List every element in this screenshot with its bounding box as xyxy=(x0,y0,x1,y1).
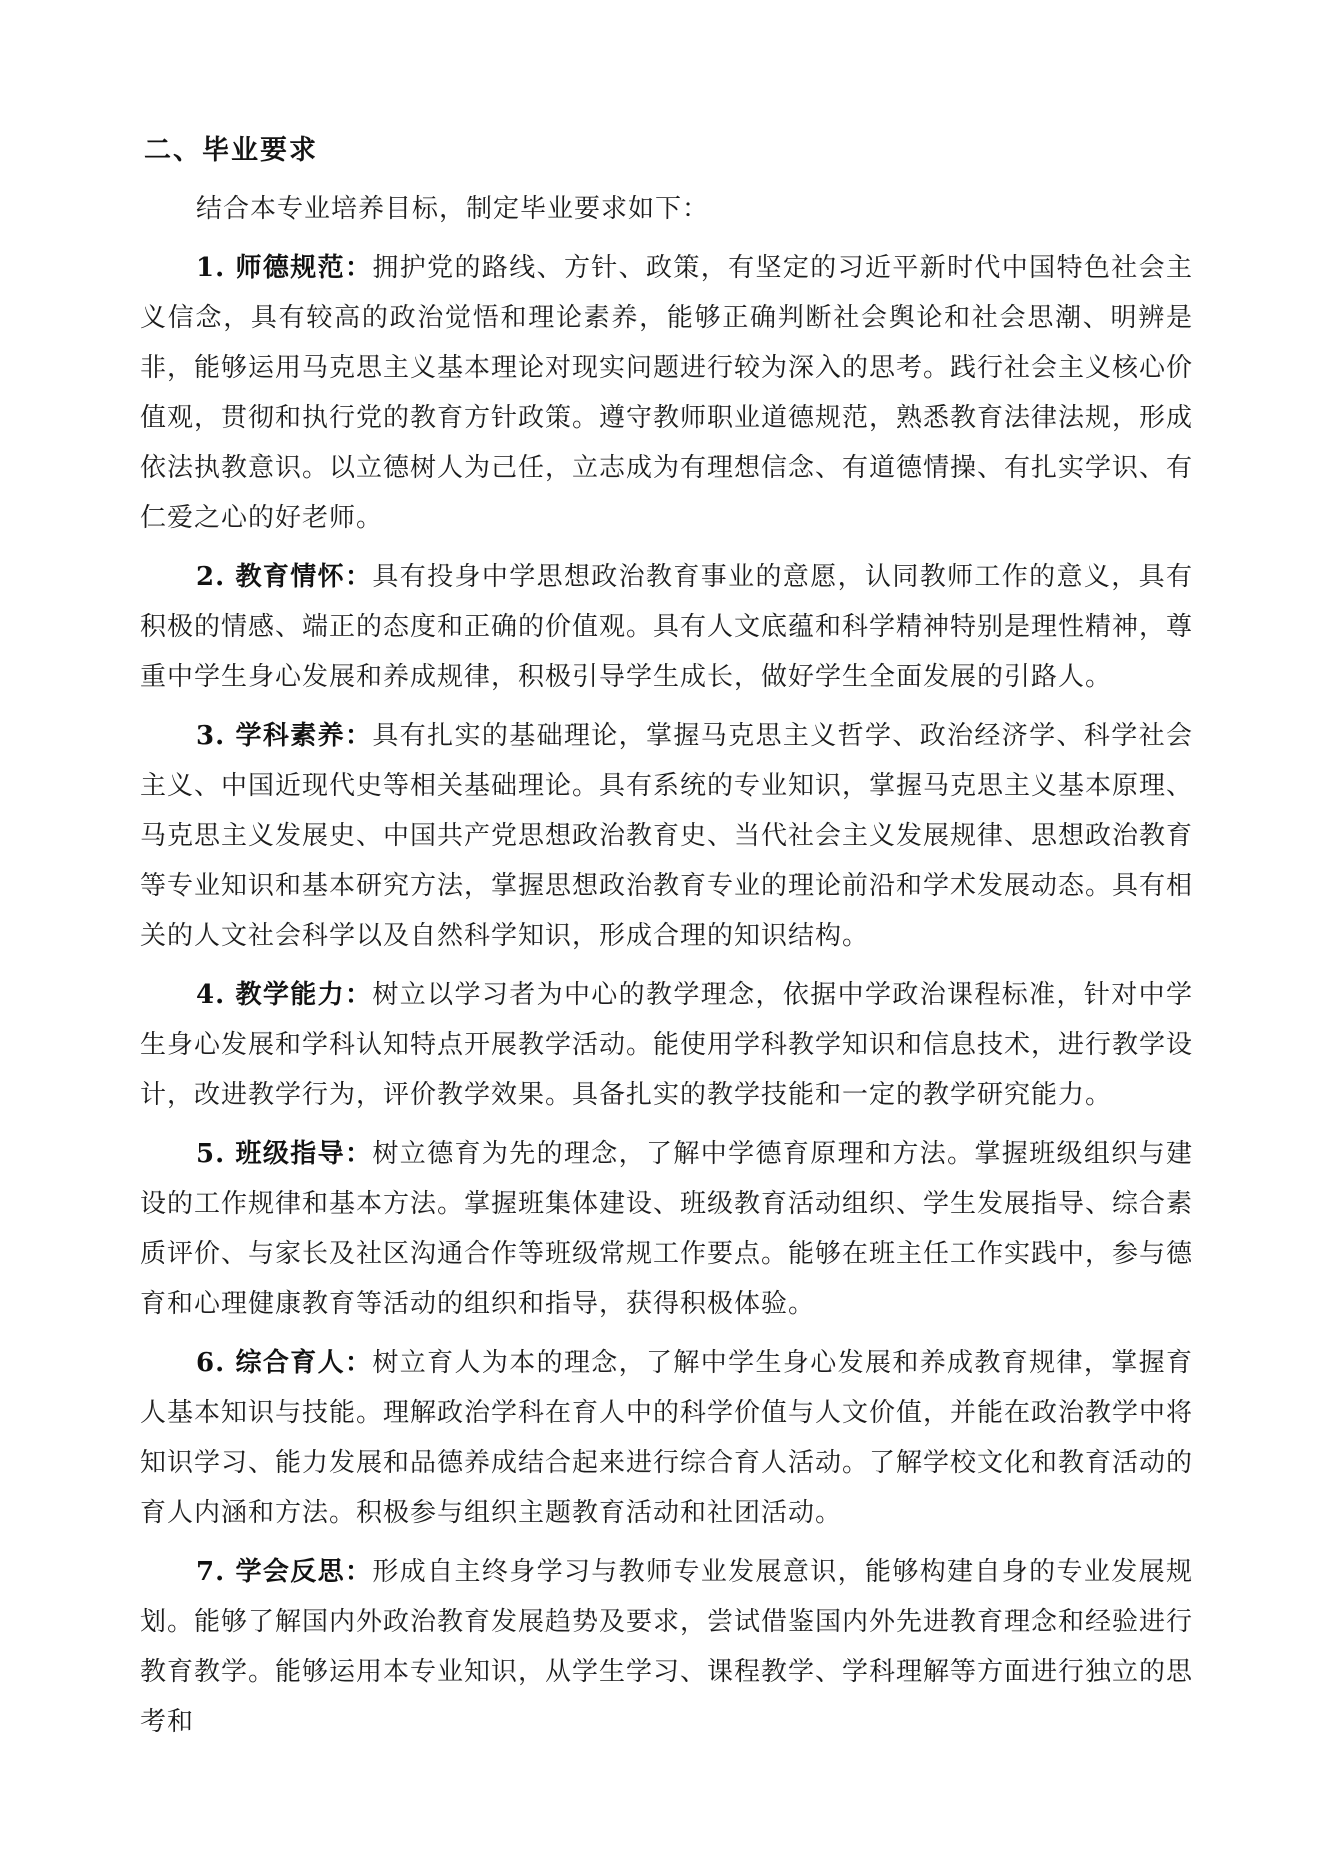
requirement-text: 树立德育为先的理念，了解中学德育原理和方法。掌握班级组织与建设的工作规律和基本方法。掌握班集体建设、班级教育活动组织、学生发展指导、综合素质评价、与家长及社区沟通合作等班级常规工作要点。能够在班主任工作实践中，参与德育和心理健康教育等活动的组织和指导，获得积极体验。 xyxy=(140,1139,1194,1319)
requirement-paragraph xyxy=(140,243,1193,543)
requirement-text: 树立育人为本的理念，了解中学生身心发展和养成教育规律，掌握育人基本知识与技能。理解政治学科在育人中的科学价值与人文价值，并能在政治教学中将知识学习、能力发展和品德养成结合起来进行综合育人活动。了解学校文化和教育活动的育人内涵和方法。积极参与组织主题教育活动和社团活动。 xyxy=(140,1348,1194,1528)
requirement-label: 5. 班级指导： xyxy=(196,1139,373,1169)
requirements-list xyxy=(140,243,1193,1747)
requirement-paragraph xyxy=(140,1547,1193,1747)
requirement-text: 树立以学习者为中心的教学理念，依据中学政治课程标准，针对中学生身心发展和学科认知特点开展教学活动。能使用学科教学知识和信息技术，进行教学设计，改进教学行为，评价教学效果。具备扎实的教学技能和一定的教学研究能力。 xyxy=(140,980,1194,1110)
requirement-text: 拥护党的路线、方针、政策，有坚定的习近平新时代中国特色社会主义信念，具有较高的政治觉悟和理论素养，能够正确判断社会舆论和社会思潮、明辨是非，能够运用马克思主义基本理论对现实问题进行较为深入的思考。践行社会主义核心价值观，贯彻和执行党的教育方针政策。遵守教师职业道德规范，熟悉教育法律法规，形成依法执教意识。以立德树人为己任，立志成为有理想信念、有道德情操、有扎实学识、有仁爱之心的好老师。 xyxy=(140,253,1194,533)
requirement-paragraph xyxy=(140,552,1193,702)
requirement-label: 3. 学科素养： xyxy=(196,721,373,751)
requirement-label: 7. 学会反思： xyxy=(196,1557,373,1587)
section-heading: 二、毕业要求 xyxy=(144,135,318,166)
requirement-text: 具有扎实的基础理论，掌握马克思主义哲学、政治经济学、科学社会主义、中国近现代史等相关基础理论。具有系统的专业知识，掌握马克思主义基本原理、马克思主义发展史、中国共产党思想政治教育史、当代社会主义发展规律、思想政治教育等专业知识和基本研究方法，掌握思想政治教育专业的理论前沿和学术发展动态。具有相关的人文社会科学以及自然科学知识，形成合理的知识结构。 xyxy=(140,721,1194,951)
requirement-paragraph xyxy=(140,1129,1193,1329)
intro-paragraph: 结合本专业培养目标，制定毕业要求如下： xyxy=(196,194,710,224)
requirement-text: 具有投身中学思想政治教育事业的意愿，认同教师工作的意义，具有积极的情感、端正的态度和正确的价值观。具有人文底蕴和科学精神特别是理性精神，尊重中学生身心发展和养成规律，积极引导学生成长，做好学生全面发展的引路人。 xyxy=(140,562,1194,692)
requirement-label: 2. 教育情怀： xyxy=(196,562,373,592)
requirement-label: 1. 师德规范： xyxy=(196,253,373,283)
requirement-paragraph xyxy=(140,1338,1193,1538)
requirement-label: 4. 教学能力： xyxy=(196,980,373,1010)
requirement-paragraph xyxy=(140,970,1193,1120)
requirement-paragraph xyxy=(140,711,1193,961)
requirement-text: 形成自主终身学习与教师专业发展意识，能够构建自身的专业发展规划。能够了解国内外政治教育发展趋势及要求，尝试借鉴国内外先进教育理念和经验进行教育教学。能够运用本专业知识，从学生学习、课程教学、学科理解等方面进行独立的思考和 xyxy=(140,1557,1194,1737)
requirement-label: 6. 综合育人： xyxy=(196,1348,373,1378)
